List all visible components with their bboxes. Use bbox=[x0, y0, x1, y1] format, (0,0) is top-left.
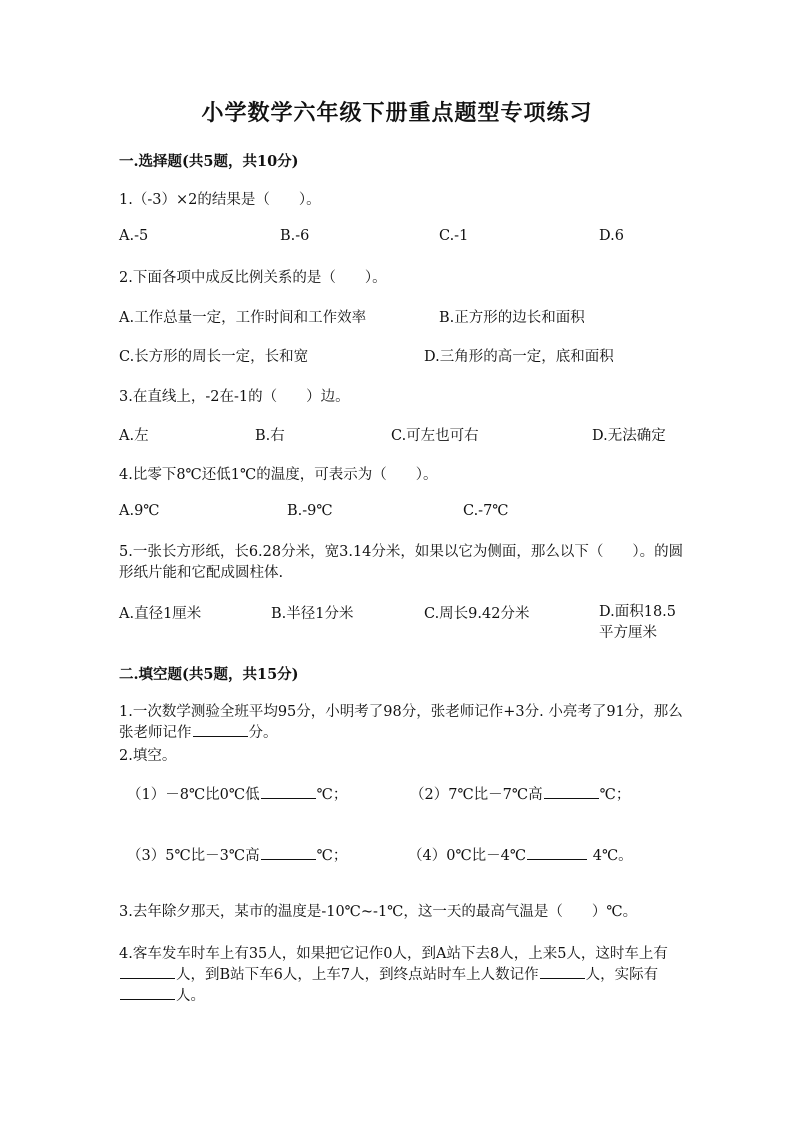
q4-option-b: B.-9℃ bbox=[287, 503, 333, 519]
fill-question-4 bbox=[119, 944, 689, 1007]
answer-blank[interactable] bbox=[120, 966, 175, 979]
q5-option-a: A.直径1厘米 bbox=[119, 606, 202, 622]
question-2-stem: 2.下面各项中成反比例关系的是（ ）。 bbox=[119, 270, 387, 286]
answer-blank[interactable] bbox=[261, 847, 316, 860]
fill-q1-suffix: 分。 bbox=[248, 725, 278, 741]
answer-blank[interactable] bbox=[540, 966, 585, 979]
question-3-stem: 3.在直线上，-2在-1的（ ）边。 bbox=[119, 389, 350, 405]
fill-q2-part-2 bbox=[410, 783, 630, 804]
q1-option-b: B.-6 bbox=[280, 228, 310, 244]
section-heading-choice: 一.选择题(共5题，共10分) bbox=[119, 153, 299, 170]
fill-q4-text-2: 人，到B站下车6人，上车7人，到终点站时车上人数记作 bbox=[176, 967, 539, 983]
fill-q4-text-1: 4.客车发车时车上有35人，如果把它记作0人，到A站下去8人，上来5人，这时车上有 bbox=[119, 946, 668, 962]
q5-option-b: B.半径1分米 bbox=[271, 606, 354, 622]
q1-option-a: A.-5 bbox=[119, 228, 149, 244]
fill-q2-part-1 bbox=[127, 783, 347, 804]
q3-option-c: C.可左也可右 bbox=[391, 428, 479, 444]
section-heading-fill: 二.填空题(共5题，共15分) bbox=[119, 666, 299, 683]
q3-option-a: A.左 bbox=[119, 428, 149, 444]
fill-q2-p2-text: （2）7℃比－7℃高 bbox=[410, 787, 543, 803]
q1-option-d: D.6 bbox=[599, 228, 624, 244]
fill-q2-part-3 bbox=[127, 844, 347, 865]
page-title: 小学数学六年级下册重点题型专项练习 bbox=[201, 100, 593, 126]
question-4-stem: 4.比零下8℃还低1℃的温度，可表示为（ ）。 bbox=[119, 467, 438, 483]
fill-question-1 bbox=[119, 702, 689, 744]
answer-blank[interactable] bbox=[544, 786, 599, 799]
q4-option-c: C.-7℃ bbox=[463, 503, 509, 519]
q3-option-d: D.无法确定 bbox=[592, 428, 666, 444]
q2-option-c: C.长方形的周长一定，长和宽 bbox=[119, 349, 309, 365]
fill-q1-text: 1.一次数学测验全班平均95分，小明考了98分，张老师记作+3分. 小亮考了91分，那么张老师记作 bbox=[119, 704, 683, 741]
fill-q2-part-4 bbox=[408, 844, 633, 865]
fill-question-2-stem: 2.填空。 bbox=[119, 748, 177, 764]
q4-option-a: A.9℃ bbox=[119, 503, 160, 519]
q5-option-d: D.面积18.5平方厘米 bbox=[599, 604, 677, 641]
fill-q4-text-3: 人，实际有 bbox=[585, 967, 659, 983]
fill-q2-p1-text: （1）－8℃比0℃低 bbox=[127, 787, 260, 803]
fill-q2-p3-text: （3）5℃比－3℃高 bbox=[127, 848, 260, 864]
fill-q2-p4-text: （4）0℃比－4℃ bbox=[408, 848, 527, 864]
fill-q2-p1-suffix: ℃； bbox=[316, 787, 348, 803]
answer-blank[interactable] bbox=[527, 847, 587, 860]
fill-q2-p3-suffix: ℃； bbox=[316, 848, 348, 864]
fill-q4-text-4: 人。 bbox=[176, 988, 205, 1004]
fill-q2-p4-suffix: 4℃。 bbox=[588, 848, 633, 864]
q2-option-a: A.工作总量一定，工作时间和工作效率 bbox=[119, 310, 367, 326]
answer-blank[interactable] bbox=[261, 786, 316, 799]
q1-option-c: C.-1 bbox=[439, 228, 469, 244]
fill-question-3: 3.去年除夕那天，某市的温度是-10℃~-1℃，这一天的最高气温是（ ）℃。 bbox=[119, 904, 638, 920]
answer-blank[interactable] bbox=[193, 724, 248, 737]
question-1-stem: 1.（-3）×2的结果是（ ）。 bbox=[119, 192, 321, 208]
q2-option-b: B.正方形的边长和面积 bbox=[439, 310, 585, 326]
q5-option-c: C.周长9.42分米 bbox=[424, 606, 530, 622]
q3-option-b: B.右 bbox=[255, 428, 285, 444]
fill-q2-p2-suffix: ℃； bbox=[599, 787, 631, 803]
q2-option-d: D.三角形的高一定，底和面积 bbox=[424, 349, 614, 365]
answer-blank[interactable] bbox=[120, 987, 175, 1000]
question-5-stem: 5.一张长方形纸，长6.28分米，宽3.14分米，如果以它为侧面，那么以下（ ）。的圆形纸片能和它配成圆柱体. bbox=[119, 544, 684, 581]
